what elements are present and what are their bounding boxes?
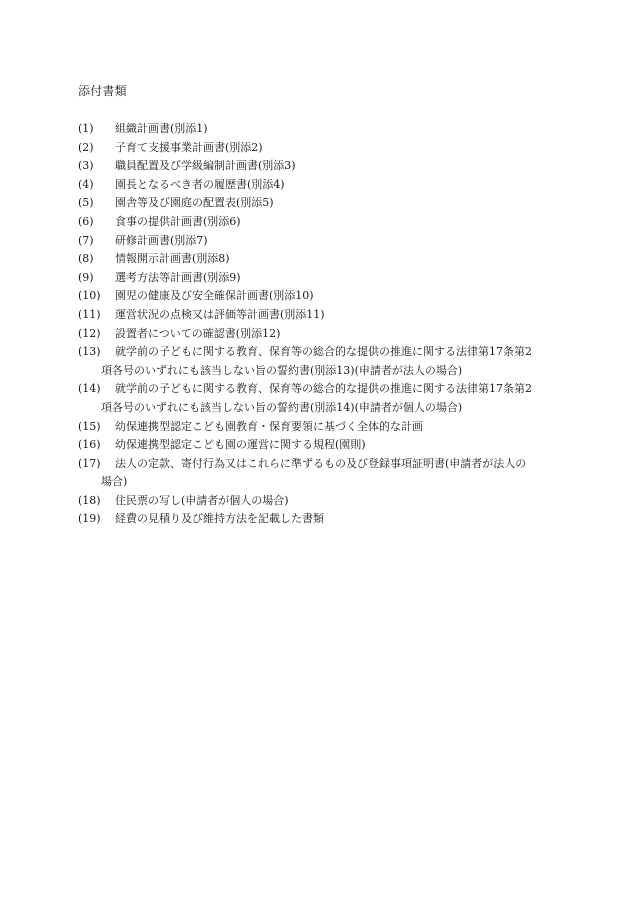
item-text: 選考方法等計画書(別添9) [115,270,241,284]
item-number: (6) [78,214,94,228]
item-text: 幼保連携型認定こども園教育・保育要領に基づく全体的な計画 [115,419,423,433]
list-item [78,120,558,139]
item-number: (11) [78,307,101,321]
list-item [78,380,558,417]
list-item [78,213,558,232]
item-text-block [101,380,558,417]
list-item [78,325,558,344]
item-text: 組織計画書(別添1) [115,122,208,135]
item-text: 情報開示計画書(別添8) [115,252,230,266]
list-item [78,194,558,213]
item-number: (1) [78,122,94,135]
item-text-block [108,157,558,176]
item-text: 園舎等及び園庭の配置表(別添5) [115,196,274,210]
list-item [78,418,558,437]
item-text: 就学前の子どもに関する教育、保育等の総合的な提供の推進に関する法律第17条第2 [115,382,532,396]
item-number: (3) [78,159,94,173]
item-text: 園児の健康及び安全確保計画書(別添10) [115,289,314,303]
item-number: (12) [78,326,101,340]
item-text: 食事の提供計画書(別添6) [115,214,241,228]
item-text-block [108,287,558,306]
item-text-block [108,139,558,158]
item-text-block [108,194,558,213]
item-text-continuation: 項各号のいずれにも該当しない旨の誓約書(別添14)(申請者が個人の場合) [101,400,463,414]
item-text-block [108,492,558,511]
item-number: (7) [78,233,94,247]
item-text: 幼保連携型認定こども園の運営に関する規程(園則) [115,438,366,452]
item-text-block [108,418,558,437]
list-item [78,343,558,380]
attachment-list [78,120,558,529]
item-number: (10) [78,289,101,303]
item-text-continuation: 場合) [101,475,128,489]
item-text: 園長となるべき者の履歴書(別添4) [115,177,285,191]
item-number: (14) [78,382,101,396]
item-number: (5) [78,196,94,210]
item-text: 住民票の写し(申請者が個人の場合) [115,493,289,507]
item-text-block [101,343,558,380]
item-number: (13) [78,345,101,359]
item-number: (9) [78,270,94,284]
item-number: (8) [78,252,94,266]
list-item [78,157,558,176]
item-text: 就学前の子どもに関する教育、保育等の総合的な提供の推進に関する法律第17条第2 [115,345,532,359]
item-text-block [108,325,558,344]
list-item [78,139,558,158]
item-text: 職員配置及び学級編制計画書(別添3) [115,159,296,173]
item-text: 法人の定款、寄付行為又はこれらに準ずるもの及び登録事項証明書(申請者が法人の [115,456,527,470]
item-text-block [108,436,558,455]
item-number: (4) [78,177,94,191]
item-text: 運営状況の点検又は評価等計画書(別添11) [115,307,325,321]
item-number: (17) [78,456,101,470]
list-item [78,436,558,455]
item-number: (2) [78,140,94,154]
item-text-block [108,306,558,325]
list-item [78,287,558,306]
list-item [78,250,558,269]
item-text: 子育て支援事業計画書(別添2) [115,140,263,154]
list-item [78,455,558,492]
list-item [78,176,558,195]
item-text: 設置者についての確認書(別添12) [115,326,281,340]
item-text-block [108,176,558,195]
item-text-block [108,213,558,232]
item-number: (18) [78,493,101,507]
list-item [78,510,558,529]
document-title: 添付書類 [78,84,127,98]
item-text-continuation: 項各号のいずれにも該当しない旨の誓約書(別添13)(申請者が法人の場合) [101,363,463,377]
item-number: (16) [78,438,101,452]
item-text-block [108,232,558,251]
item-text-block [108,510,558,529]
item-text-block [108,269,558,288]
item-text: 経費の見積り及び維持方法を記載した書類 [115,512,324,526]
list-item [78,232,558,251]
list-item [78,269,558,288]
list-item [78,306,558,325]
item-number: (15) [78,419,101,433]
list-item [78,492,558,511]
item-text-block [108,250,558,269]
item-text-block [108,120,558,139]
item-text-block [101,455,558,492]
item-text: 研修計画書(別添7) [115,233,208,247]
item-number: (19) [78,512,101,526]
